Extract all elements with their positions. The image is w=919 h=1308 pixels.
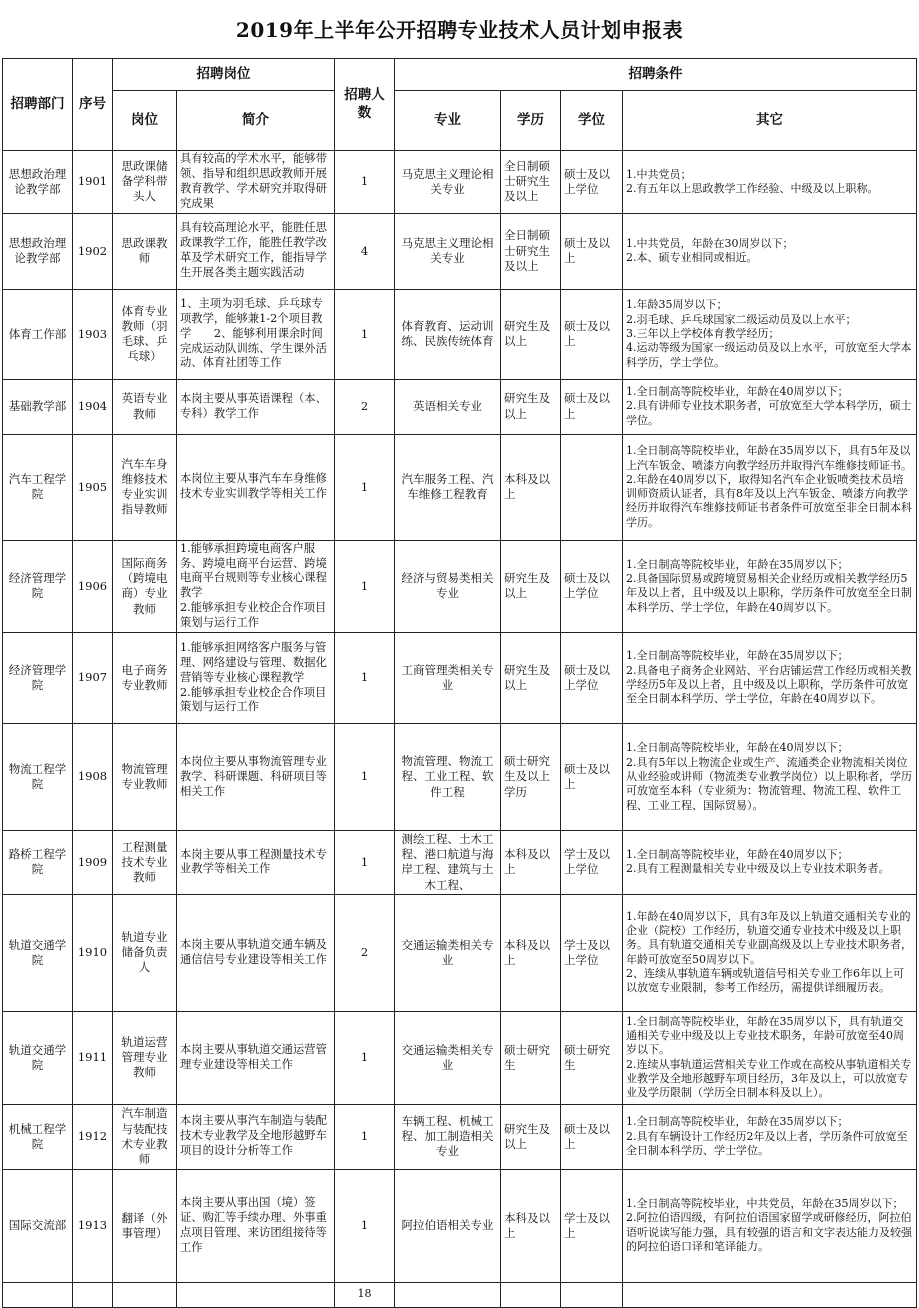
table-row [3, 1169, 917, 1282]
edu-cell: 本科及以上 [501, 831, 561, 895]
major-cell: 工商管理类相关专业 [395, 633, 501, 724]
count-cell: 1 [335, 151, 395, 214]
header-count: 招聘人数 [335, 59, 395, 151]
footer-row [3, 1282, 917, 1307]
intro-cell: 具有较高的学术水平，能够带领、指导和组织思政教师开展教育教学、学术研究并取得研究成果 [177, 151, 335, 214]
intro-cell: 本岗主要从事轨道交通车辆及通信信号专业建设等相关工作 [177, 894, 335, 1011]
intro-cell: 本岗主要从事英语课程（本、专科）教学工作 [177, 379, 335, 434]
post-cell: 汽车车身维修技术专业实训指导教师 [113, 434, 177, 540]
post-cell: 思政课教师 [113, 213, 177, 289]
dept-cell: 思想政治理论教学部 [3, 213, 73, 289]
post-cell: 国际商务（跨境电商）专业教师 [113, 540, 177, 632]
table-row [3, 379, 917, 434]
degree-cell: 硕士及以上 [561, 724, 623, 831]
table-row [3, 289, 917, 379]
header-other: 其它 [623, 91, 917, 151]
table-row [3, 831, 917, 895]
post-cell: 物流管理专业教师 [113, 724, 177, 831]
table-row [3, 724, 917, 831]
page-title: 2019年上半年公开招聘专业技术人员计划申报表 [235, 18, 684, 42]
other-cell: 1.全日制高等院校毕业，年龄在35周岁以下； 2.具备电子商务企业网站、平台店铺运营工作经历或相关教学经历5年及以上者，且中级及以上职称，学历条件可放宽至全日制本科学历、学士学位，年龄在40周岁以下。 [623, 633, 917, 724]
header-edu: 学历 [501, 91, 561, 151]
intro-cell: 本岗位主要从事物流管理专业教学、科研课题、科研项目等相关工作 [177, 724, 335, 831]
intro-cell: 本岗主要从事汽车制造与装配技术专业教学及全地形越野车项目的设计分析等工作 [177, 1104, 335, 1169]
count-cell: 1 [335, 633, 395, 724]
intro-cell: 本岗位主要从事汽车车身维修技术专业实训教学等相关工作 [177, 434, 335, 540]
header-post: 岗位 [113, 91, 177, 151]
other-cell: 1.全日制高等院校毕业，年龄在35周岁以下； 2.具备国际贸易或跨境贸易相关企业经历或相关教学经历5年及以上者，且中级及以上职称，学历条件可放宽至全日制本科学历、学士学位，年龄在40周岁以下。 [623, 540, 917, 632]
seq-cell: 1907 [73, 633, 113, 724]
edu-cell: 本科及以上 [501, 1169, 561, 1282]
dept-cell: 轨道交通学院 [3, 894, 73, 1011]
degree-cell: 硕士及以上 [561, 379, 623, 434]
intro-cell: 具有较高理论水平，能胜任思政课教学工作，能胜任教学改革及学术研究工作，能指导学生开展各类主题实践活动 [177, 213, 335, 289]
table-row [3, 1104, 917, 1169]
count-cell: 1 [335, 289, 395, 379]
other-cell: 1.全日制高等院校毕业，年龄在35周岁以下； 2.具有车辆设计工作经历2年及以上者，学历条件可放宽至全日制本科学历、学士学位。 [623, 1104, 917, 1169]
seq-cell: 1902 [73, 213, 113, 289]
other-cell: 1.全日制高等院校毕业，中共党员，年龄在35周岁以下； 2.阿拉伯语四级，有阿拉伯语国家留学或研修经历，阿拉伯语听说读写能力强，具有较强的语言和文字表达能力及较强的阿拉伯语口译和笔译能力。 [623, 1169, 917, 1282]
edu-cell: 研究生及以上 [501, 540, 561, 632]
dept-cell: 体育工作部 [3, 289, 73, 379]
intro-cell: 本岗主要从事工程测量技术专业教学等相关工作 [177, 831, 335, 895]
count-cell: 1 [335, 434, 395, 540]
degree-cell: 硕士及以上 [561, 213, 623, 289]
table-row [3, 1011, 917, 1104]
seq-cell: 1913 [73, 1169, 113, 1282]
degree-cell: 学士及以上学位 [561, 894, 623, 1011]
degree-cell: 硕士及以上学位 [561, 540, 623, 632]
header-major: 专业 [395, 91, 501, 151]
post-cell: 轨道专业储备负责人 [113, 894, 177, 1011]
edu-cell: 硕士研究生及以上学历 [501, 724, 561, 831]
count-cell: 1 [335, 724, 395, 831]
table-body [3, 151, 917, 1283]
seq-cell: 1912 [73, 1104, 113, 1169]
dept-cell: 路桥工程学院 [3, 831, 73, 895]
table-row [3, 894, 917, 1011]
intro-cell: 本岗主要从事出国（境）签证、购汇等手续办理、外事重点项目管理、来访团组接待等工作 [177, 1169, 335, 1282]
table-row [3, 633, 917, 724]
seq-cell: 1904 [73, 379, 113, 434]
seq-cell: 1903 [73, 289, 113, 379]
count-cell: 2 [335, 379, 395, 434]
major-cell: 汽车服务工程、汽车维修工程教育 [395, 434, 501, 540]
other-cell: 1.年龄35周岁以下； 2.羽毛球、乒乓球国家二级运动员及以上水平； 3.三年以上学校体育教学经历； 4.运动等级为国家一级运动员及以上水平，可放宽至大学本科学历，学士学位。 [623, 289, 917, 379]
post-cell: 工程测量技术专业教师 [113, 831, 177, 895]
dept-cell: 轨道交通学院 [3, 1011, 73, 1104]
post-cell: 翻译（外事管理） [113, 1169, 177, 1282]
seq-cell: 1905 [73, 434, 113, 540]
edu-cell: 研究生及以上 [501, 633, 561, 724]
dept-cell: 经济管理学院 [3, 633, 73, 724]
dept-cell: 基础教学部 [3, 379, 73, 434]
dept-cell: 思想政治理论教学部 [3, 151, 73, 214]
page-number: 18 [335, 1282, 395, 1307]
other-cell: 1.中共党员，年龄在30周岁以下； 2.本、硕专业相同或相近。 [623, 213, 917, 289]
header-seq: 序号 [73, 59, 113, 151]
degree-cell [561, 434, 623, 540]
degree-cell: 硕士及以上学位 [561, 633, 623, 724]
edu-cell: 全日制硕士研究生及以上 [501, 151, 561, 214]
major-cell: 马克思主义理论相关专业 [395, 213, 501, 289]
header-dept: 招聘部门 [3, 59, 73, 151]
seq-cell: 1901 [73, 151, 113, 214]
dept-cell: 经济管理学院 [3, 540, 73, 632]
table-row [3, 540, 917, 632]
major-cell: 英语相关专业 [395, 379, 501, 434]
other-cell: 1.年龄在40周岁以下，具有3年及以上轨道交通相关专业的企业（院校）工作经历，轨道交通专业技术中级及以上职务。具有轨道交通相关专业副高级及以上专业技术职务者，年龄可放宽至50周岁以下。 2、连续从事轨道车辆或轨道信号相关专业工作6年以上可以放宽专业限制，参考工作经历，需提供详细履历表。 [623, 894, 917, 1011]
degree-cell: 硕士研究生 [561, 1011, 623, 1104]
header-cond-group: 招聘条件 [395, 59, 917, 91]
header-degree: 学位 [561, 91, 623, 151]
edu-cell: 研究生及以上 [501, 289, 561, 379]
dept-cell: 机械工程学院 [3, 1104, 73, 1169]
post-cell: 思政课储备学科带头人 [113, 151, 177, 214]
other-cell: 1.全日制高等院校毕业，年龄在40周岁以下； 2.具有5年以上物流企业或生产、流通类企业物流相关岗位从业经验或讲师（物流类专业教学岗位）以上职称者，学历可放宽至本科（专业须为：物流管理、物流工程、软件工程、工业工程、国际贸易）。 [623, 724, 917, 831]
recruitment-table [2, 58, 917, 1308]
post-cell: 电子商务专业教师 [113, 633, 177, 724]
degree-cell: 硕士及以上 [561, 1104, 623, 1169]
other-cell: 1.全日制高等院校毕业，年龄在40周岁以下； 2.具有讲师专业技术职务者，可放宽至大学本科学历，硕士学位。 [623, 379, 917, 434]
count-cell: 1 [335, 1104, 395, 1169]
dept-cell: 物流工程学院 [3, 724, 73, 831]
table-row [3, 213, 917, 289]
major-cell: 物流管理、物流工程、工业工程、软件工程 [395, 724, 501, 831]
edu-cell: 研究生及以上 [501, 1104, 561, 1169]
post-cell: 体育专业教师（羽毛球、乒乓球） [113, 289, 177, 379]
other-cell: 1.全日制高等院校毕业，年龄在35周岁以下，具有5年及以上汽车钣金、喷漆方向教学经历并取得汽车维修技师证书。 2.年龄在40周岁以下，取得知名汽车企业钣喷类技术员培训师资质认证者，具有8年及以上汽车钣金、喷漆方向教学经历并取得汽车维修技师证书者条件可放宽至非全日制本科学历。 [623, 434, 917, 540]
seq-cell: 1909 [73, 831, 113, 895]
intro-cell: 本岗主要从事轨道交通运营管理专业建设等相关工作 [177, 1011, 335, 1104]
major-cell: 经济与贸易类相关专业 [395, 540, 501, 632]
major-cell: 阿拉伯语相关专业 [395, 1169, 501, 1282]
edu-cell: 研究生及以上 [501, 379, 561, 434]
post-cell: 轨道运营管理专业教师 [113, 1011, 177, 1104]
degree-cell: 学士及以上学位 [561, 831, 623, 895]
edu-cell: 硕士研究生 [501, 1011, 561, 1104]
degree-cell: 学士及以上 [561, 1169, 623, 1282]
major-cell: 体育教育、运动训练、民族传统体育 [395, 289, 501, 379]
dept-cell: 汽车工程学院 [3, 434, 73, 540]
seq-cell: 1911 [73, 1011, 113, 1104]
seq-cell: 1906 [73, 540, 113, 632]
major-cell: 马克思主义理论相关专业 [395, 151, 501, 214]
count-cell: 4 [335, 213, 395, 289]
major-cell: 交通运输类相关专业 [395, 894, 501, 1011]
edu-cell: 本科及以上 [501, 894, 561, 1011]
edu-cell: 全日制硕士研究生及以上 [501, 213, 561, 289]
degree-cell: 硕士及以上学位 [561, 151, 623, 214]
header-intro: 简介 [177, 91, 335, 151]
seq-cell: 1910 [73, 894, 113, 1011]
header-post-group: 招聘岗位 [113, 59, 335, 91]
major-cell: 交通运输类相关专业 [395, 1011, 501, 1104]
degree-cell: 硕士及以上 [561, 289, 623, 379]
intro-cell: 1、主项为羽毛球、乒乓球专项教学，能够兼1-2个项目教学 2、能够利用课余时间完成运动队训练、学生课外活动、体育社团等工作 [177, 289, 335, 379]
table-row [3, 151, 917, 214]
post-cell: 汽车制造与装配技术专业教师 [113, 1104, 177, 1169]
other-cell: 1.中共党员； 2.有五年以上思政教学工作经验、中级及以上职称。 [623, 151, 917, 214]
dept-cell: 国际交流部 [3, 1169, 73, 1282]
count-cell: 2 [335, 894, 395, 1011]
count-cell: 1 [335, 831, 395, 895]
intro-cell: 1.能够承担网络客户服务与管理、网络建设与管理、数据化营销等专业核心课程教学 2.能够承担专业校企合作项目策划与运行工作 [177, 633, 335, 724]
edu-cell: 本科及以上 [501, 434, 561, 540]
other-cell: 1.全日制高等院校毕业，年龄在40周岁以下； 2.具有工程测量相关专业中级及以上专业技术职务者。 [623, 831, 917, 895]
major-cell: 车辆工程、机械工程、加工制造相关专业 [395, 1104, 501, 1169]
intro-cell: 1.能够承担跨境电商客户服务、跨境电商平台运营、跨境电商平台规则等专业核心课程教学 2.能够承担专业校企合作项目策划与运行工作 [177, 540, 335, 632]
table-row [3, 434, 917, 540]
post-cell: 英语专业教师 [113, 379, 177, 434]
count-cell: 1 [335, 1011, 395, 1104]
other-cell: 1.全日制高等院校毕业，年龄在35周岁以下，具有轨道交通相关专业中级及以上专业技术职务，年龄可放宽至40周岁以下。 2.连续从事轨道运营相关专业工作或在高校从事轨道相关专业教学及全地形越野车项目经历，3年及以上，可以放宽专业及学历限制（学历全日制本科及以上）。 [623, 1011, 917, 1104]
count-cell: 1 [335, 540, 395, 632]
seq-cell: 1908 [73, 724, 113, 831]
major-cell: 测绘工程、土木工程、港口航道与海岸工程、建筑与土木工程、 [395, 831, 501, 895]
count-cell: 1 [335, 1169, 395, 1282]
